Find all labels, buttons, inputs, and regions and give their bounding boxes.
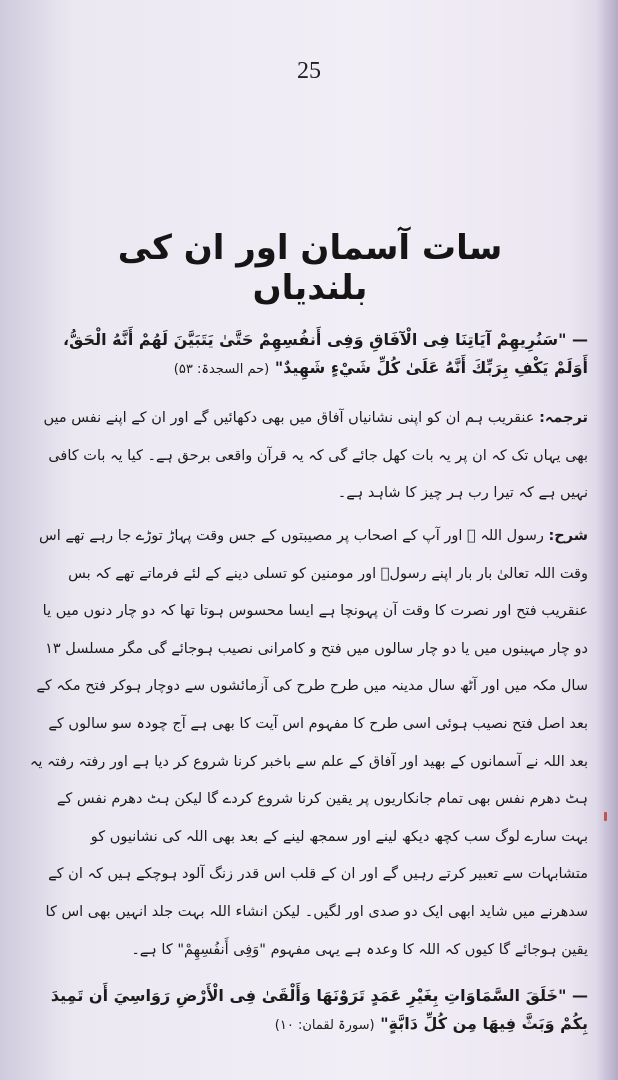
verse-2-marker: — <box>572 986 588 1005</box>
verse-2-reference: (سورۃ لقمان: ۱۰) <box>274 1018 375 1033</box>
page-number: 25 <box>297 58 321 84</box>
quran-verse-1 <box>28 326 588 384</box>
translation-text: عنقریب ہم ان کو اپنی نشانیاں آفاق میں بھی دکھائیں گے اور ان کے اپنے نفس میں بھی یہاں تک کہ ان پر یہ بات کھل جائے گی کہ یہ قرآن واقعی برحق ہے۔ کیا یہ بات کافی نہیں ہے کہ تیرا رب ہر چیز کا شاہد ہے۔ <box>43 410 588 502</box>
chapter-title: سات آسمان اور ان کی بلندیاں <box>117 228 503 308</box>
verse-1-reference: (حم السجدۃ: ۵۳) <box>173 362 270 377</box>
commentary-paragraph <box>28 518 588 969</box>
margin-ink-mark <box>604 812 607 821</box>
translation-label: ترجمہ: <box>539 410 588 426</box>
quran-verse-2 <box>28 982 588 1040</box>
verse-2-text: "خَلَقَ السَّمَاوَاتِ بِغَيْرِ عَمَدٍ تَرَوْنَهَا وَأَلْقَىٰ فِى الْأَرْضِ رَوَاسِيَ أَن تَمِيدَ بِكُمْ وَبَثَّ فِيهَا مِن كُلِّ دَابَّةٍ" <box>50 986 588 1033</box>
translation-paragraph <box>28 400 588 513</box>
verse-1-text: "سَنُرِيهِمْ آيَاتِنَا فِى الْآفَاقِ وَفِى أَنفُسِهِمْ حَتَّىٰ يَتَبَيَّنَ لَهُمْ أَنَّهُ الْحَقُّ، أَوَلَمْ يَكْفِ بِرَبِّكَ أَنَّهُ عَلَىٰ كُلِّ شَيْءٍ شَهِيدٌ" <box>63 330 588 377</box>
page-edge-shadow <box>596 0 618 1080</box>
verse-1-marker: — <box>572 330 588 349</box>
commentary-label: شرح: <box>548 528 588 544</box>
commentary-text: رسول اللہ ﷺ اور آپ کے اصحاب پر مصیبتوں کے جس وقت پہاڑ توڑے جا رہے تھے اس وقت اللہ تعالیٰ بار بار اپنے رسولؐ اور مومنین کو تسلی دینے کے لئے فرماتے تھے کہ بس عنقریب فتح اور نصرت کا وقت آن پہونچا ہے ایسا محسوس ہوتا تھا کہ دو چار دنوں میں یا دو چار مہینوں میں یا دو چار سالوں میں فتح و کامرانی نصیب ہوجائے گی مگر مسلسل ۱۳ سال مکہ میں اور آٹھ سال مدینہ میں طرح طرح کی آزمائشوں سے دوچار ہوکر فتح مکہ کے بعد اصل فتح نصیب ہوئی اسی طرح کا مفہوم اس آیت کا بھی ہے آج چودہ سو سالوں کے بعد اللہ نے آسمانوں کے بھید اور آفاق کے علم سے باخبر کرنا شروع کر دیا ہے اور رفتہ رفتہ یہ ہٹ دھرم نفس بھی تمام جانکاریوں پر یقین کرنا شروع کردے گا لیکن ہٹ دھرم نفس کے بہت سارے لوگ سب کچھ دیکھ لینے اور سمجھ لینے کے بعد بھی اللہ کی نشانیوں کو متشابہات سے تعبیر کرتے رہیں گے اور ان کے قلب اس قدر زنگ آلود ہوچکے ہیں کہ ان کے سدھرنے میں شاید ابھی ایک دو صدی اور لگیں۔ لیکن انشاء اللہ بہت جلد انہیں بھی اس کا یقین ہوجائے گا کیوں کہ اللہ کا وعدہ ہے یہی مفہوم "وَفِى أَنفُسِهِمْ" کا ہے۔ <box>29 528 588 958</box>
